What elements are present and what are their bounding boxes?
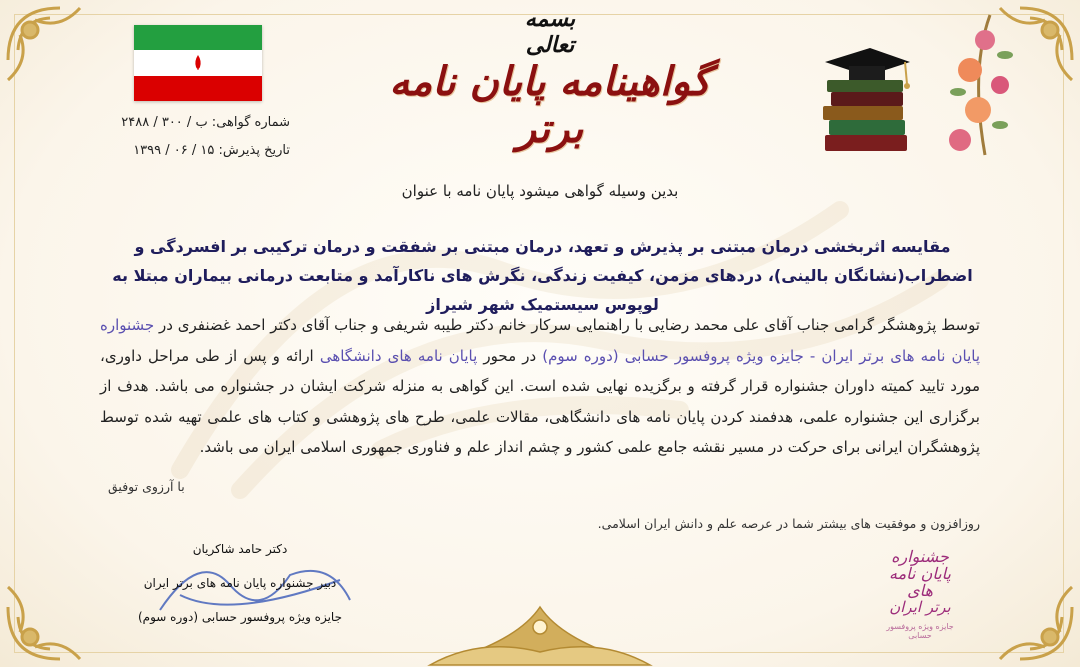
corner-ornament-icon	[0, 577, 90, 667]
flag-emblem-icon	[192, 53, 204, 73]
wish-end: روزافزون و موفقیت های بیشتر شما در عرصه علم و دانش ایران اسلامی.	[597, 516, 980, 531]
body-text-2: در محور	[483, 346, 537, 365]
festival-name: جشنواره پایان نامه های برتر ایران - جایزه ویژه پروفسور حسابی (دوره سوم)	[100, 316, 980, 365]
acceptance-date: تاریخ پذیرش: ۱۵ / ۰۶ / ۱۳۹۹	[133, 143, 290, 158]
basmala-heading: بسمه تعالی	[524, 6, 576, 58]
certificate-title: گواهینامه پایان نامه برتر	[389, 58, 711, 152]
corner-ornament-icon	[990, 577, 1080, 667]
logo-line-3: برتر ایران	[889, 598, 951, 616]
certificate-body	[100, 310, 980, 463]
axis-name: پایان نامه های دانشگاهی	[319, 346, 478, 365]
signatory-prize: جایزه ویژه پروفسور حسابی (دوره سوم)	[137, 610, 343, 624]
logo-line-4: جایزه ویژه پروفسور حسابی	[886, 622, 954, 640]
logo-line-2: پایان نامه های	[889, 564, 951, 600]
intro-line: بدین وسیله گواهی میشود پایان نامه با عنوان	[401, 182, 679, 200]
floral-decoration-icon	[930, 10, 1030, 160]
signatory-role: دبیر جشنواره پایان نامه های برتر ایران	[143, 576, 337, 590]
iran-flag-icon	[134, 25, 262, 101]
bottom-ornament-icon	[420, 597, 660, 667]
body-text-3: ارائه و پس از طی مراحل داوری، مورد تایید کمیته داوران جشنواره قرار گرفته و برگزیده نهایی شده است. این گواهی به منزله شرکت ایشان در جشنواره می باشد. هدف از برگزاری این جشنواره علمی، هدفمند کردن پایان نامه های دانشگاهی، مقالات علمی، طرح های پژوهشی و کتاب های علمی تهیه شده توسط پژوهشگران ایرانی برای حرکت در مسیر نقشه جامع علمی کشور و چشم انداز علم و فناوری جمهوری اسلامی ایران می باشد.	[100, 346, 980, 456]
wish-start: با آرزوی توفیق	[108, 479, 185, 494]
logo-line-1: جشنواره	[891, 547, 949, 566]
body-text-1: توسط پژوهشگر گرامی جناب آقای علی محمد رضایی با راهنمایی سرکار خانم دکتر طیبه شریفی و جناب آقای دکتر احمد غضنفری در	[159, 316, 980, 334]
thesis-title: مقایسه اثربخشی درمان مبتنی بر پذیرش و تعهد، درمان مبتنی بر شفقت و درمان ترکیبی بر افسردگی و اضطراب(نشانگان بالینی)، دردهای مزمن، کیفیت زندگی، نگرش های ناکارآمد و متابعت درمانی بیماران مبتلا به لوپوس سیستمیک شهر شیراز	[112, 237, 973, 314]
certificate-number: شماره گواهی: ب / ۳۰۰ / ۲۴۸۸	[121, 115, 290, 130]
signatory-name: دکتر حامد شاکریان	[192, 542, 288, 556]
corner-ornament-icon	[0, 0, 90, 90]
festival-logo	[875, 548, 965, 643]
graduation-books-icon	[815, 40, 915, 160]
